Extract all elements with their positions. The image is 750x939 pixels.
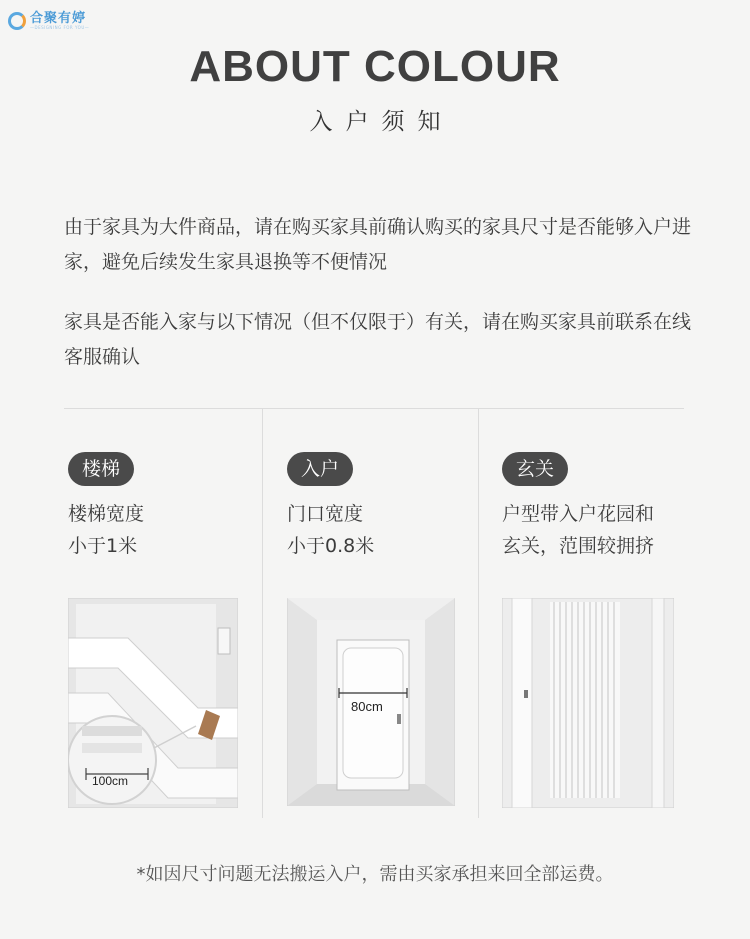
divider	[64, 408, 684, 409]
footer-note: *如因尺寸问题无法搬运入户，需由买家承担来回全部运费。	[136, 864, 614, 885]
logo	[8, 12, 89, 30]
page-subtitle: 入户须知	[309, 109, 454, 135]
column-entrance	[287, 452, 487, 562]
stairs-measure-label: 100cm	[92, 774, 129, 788]
tag-entrance: 入户	[287, 452, 353, 486]
tag-stairs: 楼梯	[68, 452, 134, 486]
tag-foyer: 玄关	[502, 452, 568, 486]
entrance-measure-label: 80cm	[351, 699, 383, 714]
entrance-desc-line2: 小于0.8米	[287, 535, 375, 557]
intro-paragraph-2: 家具是否能入家与以下情况（但不仅限于）有关，请在购买家具前联系在线客服确认	[64, 311, 692, 368]
doorway-illustration	[287, 598, 455, 806]
logo-icon	[8, 12, 26, 30]
logo-text: 合聚有婷	[30, 11, 87, 26]
stairs-desc-line1: 楼梯宽度	[68, 503, 145, 525]
entryway-illustration	[502, 598, 674, 808]
foyer-desc-line1: 户型带入户花园和	[502, 503, 655, 525]
stairs-desc-line2: 小于1米	[68, 535, 138, 557]
logo-subtext: —DESIGNING FOR YOU—	[30, 25, 90, 30]
column-stairs	[68, 452, 268, 562]
page-title: ABOUT COLOUR	[189, 42, 561, 91]
column-foyer	[502, 452, 702, 562]
entrance-desc-line1: 门口宽度	[287, 503, 364, 525]
intro-paragraph-1: 由于家具为大件商品，请在购买家具前确认购买的家具尺寸是否能够入户进家，避免后续发生家具退换等不便情况	[64, 216, 692, 273]
staircase-illustration	[68, 598, 238, 808]
foyer-desc-line2: 玄关，范围较拥挤	[502, 535, 655, 557]
